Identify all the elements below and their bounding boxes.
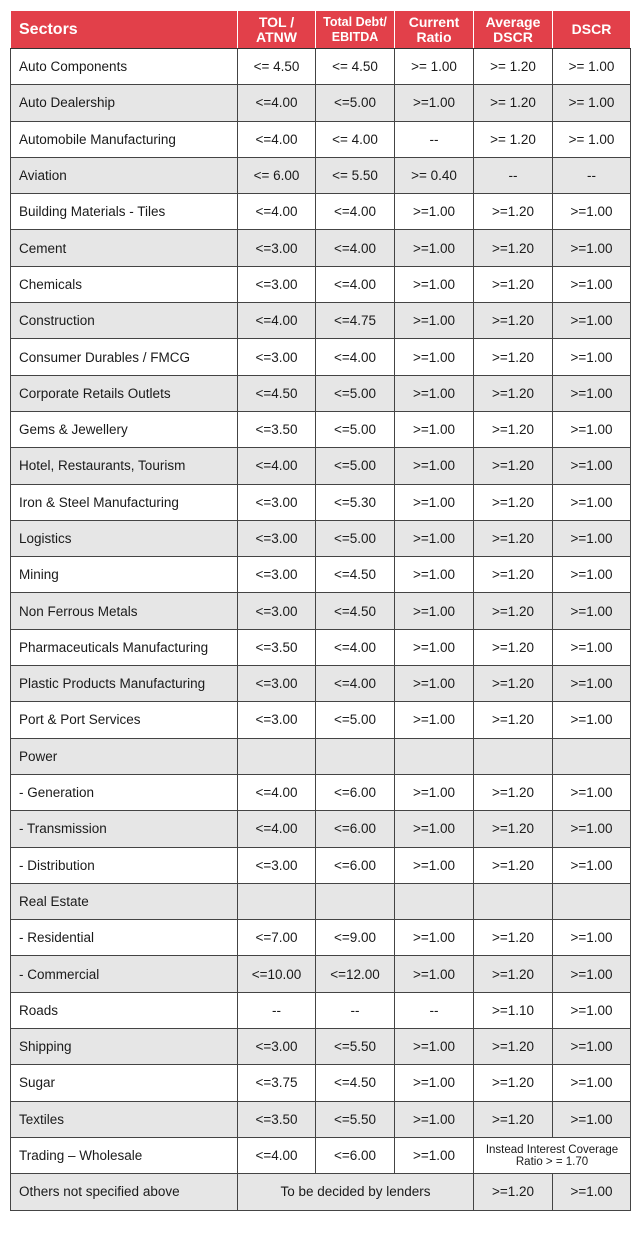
avg-dscr-value: >=1.20 [474, 666, 553, 702]
avg-dscr-value: >=1.20 [474, 593, 553, 629]
sector-name: Construction [11, 303, 238, 339]
dscr-value: >=1.00 [553, 847, 631, 883]
current-ratio-value: >=1.00 [395, 448, 474, 484]
dscr-value: >= 1.00 [553, 49, 631, 85]
dscr-value: >=1.00 [553, 666, 631, 702]
table-row-trading [11, 1137, 631, 1173]
table-row [11, 49, 631, 85]
sector-ratios-table [10, 10, 631, 1211]
tol-atnw-value: <=3.00 [238, 847, 316, 883]
dscr-value [553, 738, 631, 774]
sector-name: - Residential [11, 920, 238, 956]
current-ratio-value: >=1.00 [395, 1065, 474, 1101]
sector-name: Consumer Durables / FMCG [11, 339, 238, 375]
dscr-value: >=1.00 [553, 520, 631, 556]
dscr-value: >=1.00 [553, 992, 631, 1028]
sector-name: Chemicals [11, 266, 238, 302]
avg-dscr-value: >=1.20 [474, 1029, 553, 1065]
dscr-value: >=1.00 [553, 629, 631, 665]
dscr-value: >=1.00 [553, 1065, 631, 1101]
current-ratio-value: >=1.00 [395, 1137, 474, 1173]
sector-name: Cement [11, 230, 238, 266]
table-row [11, 774, 631, 810]
dscr-value: -- [553, 157, 631, 193]
table-row [11, 448, 631, 484]
avg-dscr-value: >= 1.20 [474, 49, 553, 85]
sector-name: Sugar [11, 1065, 238, 1101]
current-ratio-value: >=1.00 [395, 339, 474, 375]
table-row [11, 194, 631, 230]
dscr-value: >=1.00 [553, 1101, 631, 1137]
current-ratio-value: >= 1.00 [395, 49, 474, 85]
current-ratio-value: >=1.00 [395, 666, 474, 702]
tol-atnw-value: <=4.00 [238, 194, 316, 230]
tol-atnw-value: <=3.50 [238, 411, 316, 447]
sector-name: Automobile Manufacturing [11, 121, 238, 157]
dscr-value: >= 1.00 [553, 85, 631, 121]
tol-atnw-value: <=3.00 [238, 339, 316, 375]
avg-dscr-value: >=1.20 [474, 920, 553, 956]
sector-name: Others not specified above [11, 1174, 238, 1210]
table-row [11, 121, 631, 157]
avg-dscr-value: >=1.20 [474, 484, 553, 520]
current-ratio-value: >=1.00 [395, 520, 474, 556]
tol-atnw-value: <=3.50 [238, 629, 316, 665]
tol-atnw-value: <=3.75 [238, 1065, 316, 1101]
table-row [11, 702, 631, 738]
table-body [11, 49, 631, 1211]
sector-name: Mining [11, 557, 238, 593]
tol-atnw-value: <= 6.00 [238, 157, 316, 193]
table-row [11, 738, 631, 774]
avg-dscr-value: -- [474, 157, 553, 193]
tol-atnw-value: <=4.00 [238, 121, 316, 157]
avg-dscr-value [474, 738, 553, 774]
header-sectors: Sectors [11, 11, 238, 49]
tol-atnw-value [238, 738, 316, 774]
avg-dscr-value: >=1.20 [474, 339, 553, 375]
sector-name: Shipping [11, 1029, 238, 1065]
header-current-ratio: Current Ratio [395, 11, 474, 49]
avg-dscr-value: >=1.20 [474, 194, 553, 230]
table-row [11, 1101, 631, 1137]
tol-atnw-value: <=3.00 [238, 1029, 316, 1065]
debt-ebitda-value: <=4.00 [316, 266, 395, 302]
table-row [11, 157, 631, 193]
header-row [11, 11, 631, 49]
table-row [11, 303, 631, 339]
tol-atnw-value: -- [238, 992, 316, 1028]
tol-atnw-value: <=10.00 [238, 956, 316, 992]
debt-ebitda-value: <=12.00 [316, 956, 395, 992]
tol-atnw-value: <=4.00 [238, 303, 316, 339]
debt-ebitda-value: <=5.50 [316, 1029, 395, 1065]
tol-atnw-value: <=3.00 [238, 484, 316, 520]
dscr-value: >=1.00 [553, 557, 631, 593]
avg-dscr-value: >=1.10 [474, 992, 553, 1028]
sector-name: Auto Dealership [11, 85, 238, 121]
dscr-value: >=1.00 [553, 702, 631, 738]
avg-dscr-value [474, 883, 553, 919]
debt-ebitda-value: <=5.00 [316, 411, 395, 447]
dscr-value: >=1.00 [553, 339, 631, 375]
tol-atnw-value: <=3.00 [238, 557, 316, 593]
table-row [11, 1065, 631, 1101]
debt-ebitda-value: <=6.00 [316, 774, 395, 810]
avg-dscr-value: >= 1.20 [474, 85, 553, 121]
debt-ebitda-value: <=4.75 [316, 303, 395, 339]
dscr-value [553, 883, 631, 919]
current-ratio-value: >=1.00 [395, 194, 474, 230]
dscr-value: >=1.00 [553, 484, 631, 520]
table-row [11, 883, 631, 919]
avg-dscr-value: >=1.20 [474, 774, 553, 810]
table-row [11, 484, 631, 520]
debt-ebitda-value: <=5.50 [316, 1101, 395, 1137]
tol-atnw-value: <= 4.50 [238, 49, 316, 85]
sector-name: - Distribution [11, 847, 238, 883]
dscr-value: >=1.00 [553, 303, 631, 339]
dscr-value: >=1.00 [553, 375, 631, 411]
sector-name: Textiles [11, 1101, 238, 1137]
avg-dscr-value: >=1.20 [474, 702, 553, 738]
avg-dscr-value: >=1.20 [474, 557, 553, 593]
sector-name: Real Estate [11, 883, 238, 919]
current-ratio-value: >=1.00 [395, 920, 474, 956]
table-row [11, 85, 631, 121]
table-row [11, 847, 631, 883]
current-ratio-value: >=1.00 [395, 557, 474, 593]
debt-ebitda-value [316, 883, 395, 919]
current-ratio-value: >=1.00 [395, 629, 474, 665]
avg-dscr-value: >=1.20 [474, 811, 553, 847]
table-row [11, 411, 631, 447]
sector-name: Iron & Steel Manufacturing [11, 484, 238, 520]
sector-name: Pharmaceuticals Manufacturing [11, 629, 238, 665]
avg-dscr-value: >=1.20 [474, 448, 553, 484]
to-be-decided-note: To be decided by lenders [238, 1174, 474, 1210]
table-row [11, 520, 631, 556]
header-dscr: DSCR [553, 11, 631, 49]
avg-dscr-value: >=1.20 [474, 303, 553, 339]
sector-name: Building Materials - Tiles [11, 194, 238, 230]
debt-ebitda-value: <=5.00 [316, 520, 395, 556]
dscr-value: >=1.00 [553, 411, 631, 447]
debt-ebitda-value: <=5.00 [316, 85, 395, 121]
current-ratio-value: >=1.00 [395, 956, 474, 992]
dscr-value: >= 1.00 [553, 121, 631, 157]
debt-ebitda-value: <=6.00 [316, 847, 395, 883]
debt-ebitda-value [316, 738, 395, 774]
debt-ebitda-value: <=4.50 [316, 557, 395, 593]
table-row [11, 956, 631, 992]
avg-dscr-value: >= 1.20 [474, 121, 553, 157]
current-ratio-value: >=1.00 [395, 375, 474, 411]
table-row [11, 666, 631, 702]
debt-ebitda-value: <=5.00 [316, 375, 395, 411]
avg-dscr-value: >=1.20 [474, 847, 553, 883]
debt-ebitda-value: <=4.50 [316, 593, 395, 629]
tol-atnw-value: <=3.00 [238, 593, 316, 629]
table-row [11, 557, 631, 593]
dscr-value: >=1.00 [553, 593, 631, 629]
current-ratio-value: >=1.00 [395, 847, 474, 883]
avg-dscr-value: >=1.20 [474, 375, 553, 411]
debt-ebitda-value: <= 4.50 [316, 49, 395, 85]
tol-atnw-value: <=3.00 [238, 666, 316, 702]
sector-name: Hotel, Restaurants, Tourism [11, 448, 238, 484]
current-ratio-value: >=1.00 [395, 1029, 474, 1065]
dscr-value: >=1.00 [553, 956, 631, 992]
table-row [11, 1029, 631, 1065]
avg-dscr-value: >=1.20 [474, 520, 553, 556]
debt-ebitda-value: <=4.00 [316, 629, 395, 665]
debt-ebitda-value: <= 5.50 [316, 157, 395, 193]
tol-atnw-value: <=4.00 [238, 1137, 316, 1173]
current-ratio-value: >=1.00 [395, 484, 474, 520]
tol-atnw-value: <=4.00 [238, 448, 316, 484]
current-ratio-value: >= 0.40 [395, 157, 474, 193]
debt-ebitda-value: <=4.00 [316, 666, 395, 702]
debt-ebitda-value: <=5.30 [316, 484, 395, 520]
sector-name: - Commercial [11, 956, 238, 992]
avg-dscr-value: >=1.20 [474, 956, 553, 992]
debt-ebitda-value: <=5.00 [316, 448, 395, 484]
dscr-value: >=1.00 [553, 920, 631, 956]
debt-ebitda-value: <=9.00 [316, 920, 395, 956]
sector-name: Trading – Wholesale [11, 1137, 238, 1173]
current-ratio-value [395, 738, 474, 774]
avg-dscr-value: >=1.20 [474, 266, 553, 302]
table-row [11, 811, 631, 847]
tol-atnw-value: <=4.00 [238, 85, 316, 121]
current-ratio-value: >=1.00 [395, 811, 474, 847]
table-row [11, 339, 631, 375]
sector-name: - Transmission [11, 811, 238, 847]
debt-ebitda-value: <=6.00 [316, 1137, 395, 1173]
table-row [11, 992, 631, 1028]
avg-dscr-value: >=1.20 [474, 230, 553, 266]
current-ratio-value [395, 883, 474, 919]
sector-name: Corporate Retails Outlets [11, 375, 238, 411]
interest-coverage-note: Instead Interest Coverage Ratio > = 1.70 [474, 1137, 631, 1173]
tol-atnw-value: <=7.00 [238, 920, 316, 956]
debt-ebitda-value: <=4.00 [316, 230, 395, 266]
sector-name: Aviation [11, 157, 238, 193]
tol-atnw-value: <=3.00 [238, 266, 316, 302]
tol-atnw-value: <=4.00 [238, 811, 316, 847]
debt-ebitda-value: <=5.00 [316, 702, 395, 738]
tol-atnw-value: <=4.50 [238, 375, 316, 411]
sector-name: Auto Components [11, 49, 238, 85]
current-ratio-value: >=1.00 [395, 593, 474, 629]
sector-name: Logistics [11, 520, 238, 556]
avg-dscr-value: >=1.20 [474, 629, 553, 665]
sector-name: Port & Port Services [11, 702, 238, 738]
table-row-others [11, 1174, 631, 1210]
header-average-dscr: Average DSCR [474, 11, 553, 49]
sector-name: Gems & Jewellery [11, 411, 238, 447]
table-row [11, 593, 631, 629]
debt-ebitda-value: <=4.50 [316, 1065, 395, 1101]
current-ratio-value: >=1.00 [395, 266, 474, 302]
sector-name: Power [11, 738, 238, 774]
avg-dscr-value: >=1.20 [474, 1101, 553, 1137]
dscr-value: >=1.00 [553, 266, 631, 302]
avg-dscr-value: >=1.20 [474, 1065, 553, 1101]
table-row [11, 230, 631, 266]
tol-atnw-value [238, 883, 316, 919]
tol-atnw-value: <=3.00 [238, 520, 316, 556]
current-ratio-value: >=1.00 [395, 702, 474, 738]
sector-name: Non Ferrous Metals [11, 593, 238, 629]
current-ratio-value: >=1.00 [395, 303, 474, 339]
dscr-value: >=1.00 [553, 448, 631, 484]
table-row [11, 629, 631, 665]
current-ratio-value: -- [395, 992, 474, 1028]
debt-ebitda-value: <=4.00 [316, 339, 395, 375]
debt-ebitda-value: <=6.00 [316, 811, 395, 847]
debt-ebitda-value: <= 4.00 [316, 121, 395, 157]
tol-atnw-value: <=3.00 [238, 230, 316, 266]
header-total-debt-ebitda: Total Debt/ EBITDA [316, 11, 395, 49]
current-ratio-value: >=1.00 [395, 1101, 474, 1137]
debt-ebitda-value: <=4.00 [316, 194, 395, 230]
table-row [11, 375, 631, 411]
debt-ebitda-value: -- [316, 992, 395, 1028]
sector-name: Plastic Products Manufacturing [11, 666, 238, 702]
table-row [11, 920, 631, 956]
avg-dscr-value: >=1.20 [474, 411, 553, 447]
dscr-value: >=1.00 [553, 230, 631, 266]
tol-atnw-value: <=4.00 [238, 774, 316, 810]
dscr-value: >=1.00 [553, 1029, 631, 1065]
current-ratio-value: >=1.00 [395, 85, 474, 121]
tol-atnw-value: <=3.50 [238, 1101, 316, 1137]
avg-dscr-value: >=1.20 [474, 1174, 553, 1210]
dscr-value: >=1.00 [553, 774, 631, 810]
dscr-value: >=1.00 [553, 1174, 631, 1210]
current-ratio-value: >=1.00 [395, 411, 474, 447]
current-ratio-value: >=1.00 [395, 774, 474, 810]
current-ratio-value: -- [395, 121, 474, 157]
sector-name: Roads [11, 992, 238, 1028]
sector-name: - Generation [11, 774, 238, 810]
dscr-value: >=1.00 [553, 811, 631, 847]
dscr-value: >=1.00 [553, 194, 631, 230]
tol-atnw-value: <=3.00 [238, 702, 316, 738]
current-ratio-value: >=1.00 [395, 230, 474, 266]
table-row [11, 266, 631, 302]
header-tol-atnw: TOL / ATNW [238, 11, 316, 49]
